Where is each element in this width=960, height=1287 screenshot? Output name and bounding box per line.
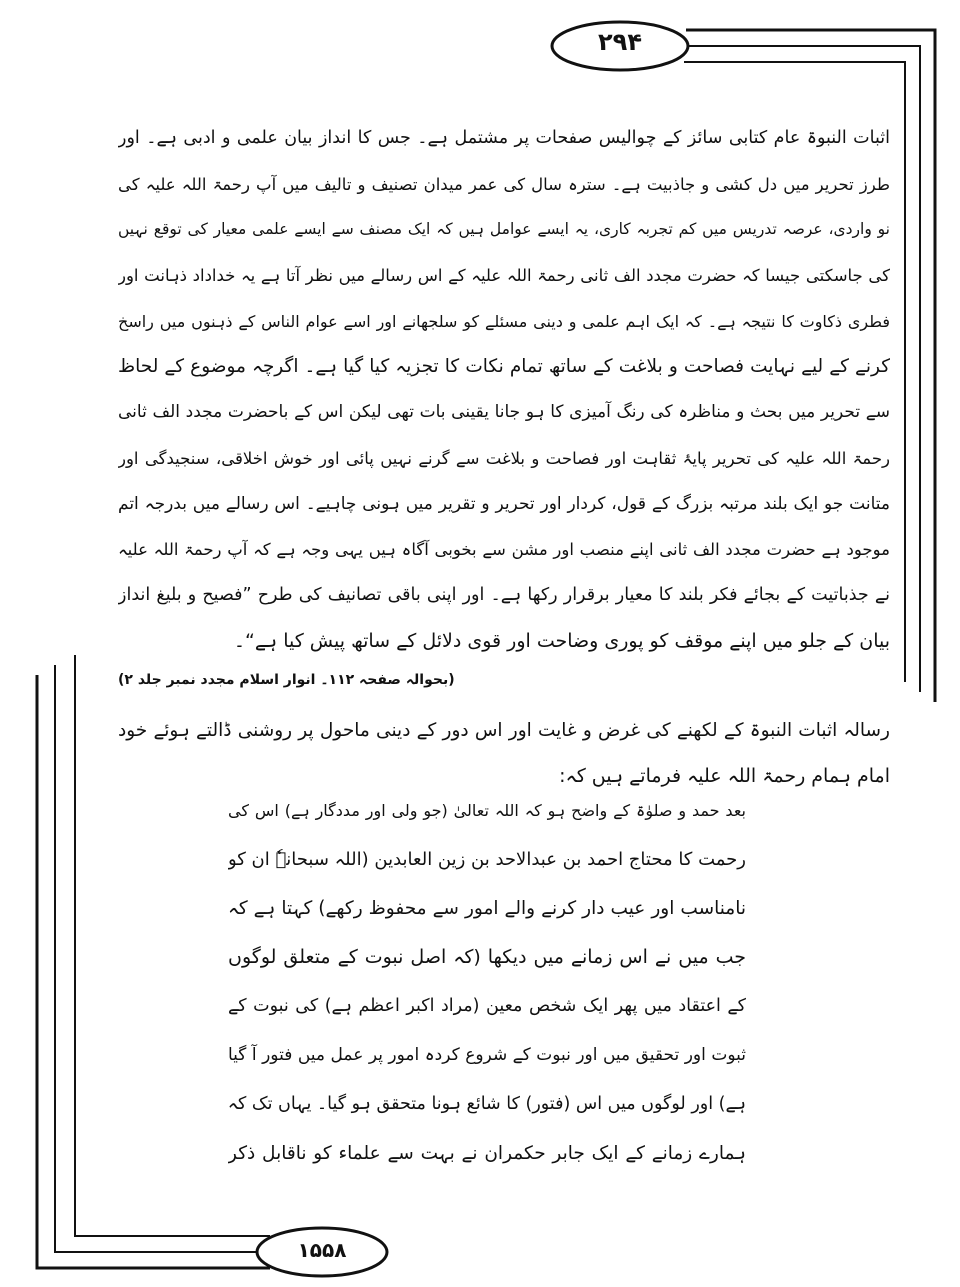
text-line: امام ہمام رحمۃ اللہ علیہ فرماتے ہیں کہ: (559, 764, 890, 787)
quote-line: نامناسب اور عیب دار کرنے والے امور سے محفوظ رکھے) کہتا ہے کہ (228, 898, 746, 919)
quote-line: ثبوت اور تحقیق میں اور نبوت کے شروع کردہ امور پر عمل میں فتور آ گیا (228, 1045, 746, 1065)
quote-line: ہے) اور لوگوں میں اس (فتور) کا شائع ہونا متحقق ہو گیا۔ یہاں تک کہ (228, 1094, 746, 1114)
text-line: رحمۃ اللہ علیہ کی تحریر پایۂ ثقاہت اور فصاحت و بلاغت سے گرنے نہیں پائی اور خوش اخلاقی، سنجیدگی اور (118, 448, 890, 468)
block-quote (228, 786, 746, 1178)
text-line: سے تحریر میں بحث و مناظرہ کی رنگ آمیزی کا ہو جانا یقینی بات تھی لیکن اس کے باحضرت مجدد الف ثانی (118, 402, 890, 423)
text-line: طرز تحریر میں دل کشی و جاذبیت ہے۔ سترہ سال کی عمر میدان تصنیف و تالیف میں آپ رحمۃ اللہ علیہ کی (118, 174, 890, 194)
text-line: اثبات النبوۃ عام کتابی سائز کے چوالیس صفحات پر مشتمل ہے۔ جس کا انداز بیان علمی و ادبی ہے۔ اور (118, 128, 890, 148)
citation: (بحوالہ صفحہ ۱۱۲۔ انوار اسلام مجدد نمبر جلد ۲) (118, 672, 455, 688)
text-line: نے جذباتیت کے بجائے فکر بلند کا معیار برقرار رکھا ہے۔ اور اپنی باقی تصانیف کی طرح ”فصیح و بلیغ انداز (118, 584, 890, 605)
text-line: بیان کے جلو میں اپنے موقف کو پوری وضاحت اور قوی دلائل کے ساتھ پیش کیا ہے“۔ (233, 629, 890, 652)
paragraph-description (118, 116, 890, 664)
text-line: موجود ہے حضرت مجدد الف ثانی اپنے منصب اور مشن سے بخوبی آگاہ ہیں یہی وجہ ہے کہ آپ رحمۃ اللہ علیہ (118, 540, 890, 560)
quote-line: بعد حمد و صلوٰۃ کے واضح ہو کہ اللہ تعالیٰ (جو ولی اور مددگار ہے) اس کی (228, 801, 746, 820)
text-line: رسالہ اثبات النبوۃ کے لکھنے کی غرض و غایت اور اس دور کے دینی ماحول پر روشنی ڈالتے ہوئے خود (118, 720, 890, 741)
text-line: نو واردی، عرصہ تدریس میں کم تجربہ کاری، یہ ایسے عوامل ہیں کہ ایک مصنف سے ایسے علمی معیار کی توقع نہیں (118, 220, 890, 239)
page-number-top: ۲۹۴ (598, 28, 642, 56)
text-line: متانت جو ایک بلند مرتبہ بزرگ کے قول، کردار اور تحریر و تقریر میں ہونی چاہیے۔ اس رسالے میں بدرجہ اتم (118, 493, 890, 514)
text-line: کرنے کے لیے نہایت فصاحت و بلاغت کے ساتھ تمام نکات کا تجزیہ کیا گیا ہے۔ اگرچہ موضوع کے لحاظ (118, 356, 890, 378)
page-number-bottom: ۱۵۵۸ (297, 1238, 347, 1262)
quote-line: ہمارے زمانے کے ایک جابر حکمران نے بہت سے علماء کو ناقابل ذکر (228, 1143, 746, 1164)
quote-line: جب میں نے اس زمانے میں دیکھا (کہ اصل نبوت کے متعلق لوگوں (228, 946, 746, 968)
text-line: کی جاسکتی جیسا کہ حضرت مجدد الف ثانی رحمۃ اللہ علیہ کے اس رسالے میں نظر آتا ہے یہ خداداد ذہانت اور (118, 266, 890, 286)
quote-line: رحمت کا محتاج احمد بن عبدالاحد بن زین العابدین (اللہ سبحانہٗ ان کو (228, 849, 746, 870)
text-line: فطری ذکاوت کا نتیجہ ہے۔ کہ ایک اہم علمی و دینی مسئلے کو سلجھانے اور اسے عوام الناس کے ذہنوں میں راسخ (118, 311, 890, 331)
quote-line: کے اعتقاد میں پھر ایک شخص معین (مراد اکبر اعظم ہے) کی نبوت کے (228, 996, 746, 1016)
